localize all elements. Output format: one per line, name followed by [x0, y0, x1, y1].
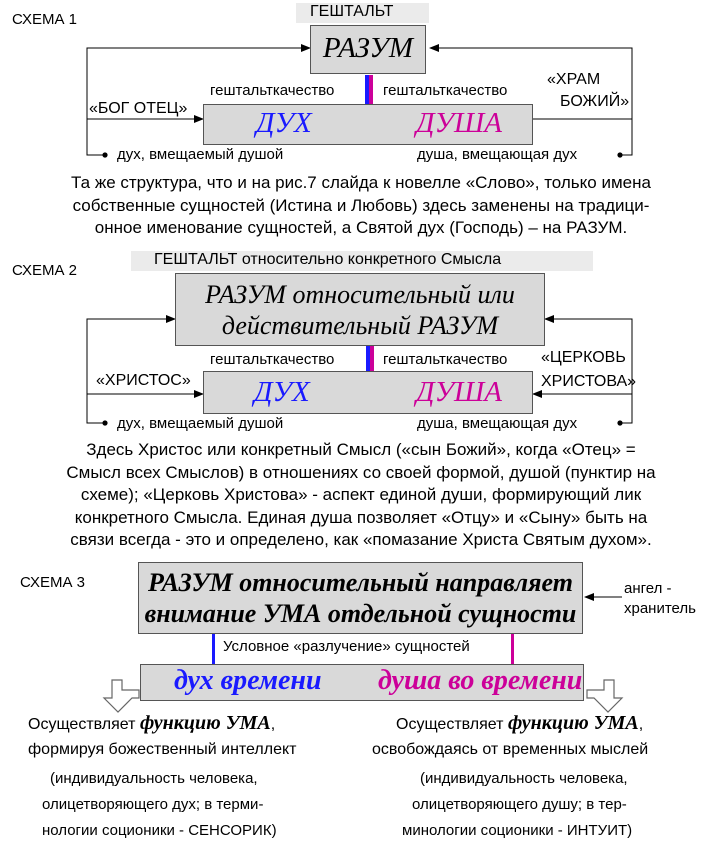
scheme2-spirit-soul-box	[203, 371, 533, 414]
scheme1-dukh-caption: дух, вмещаемый душой	[117, 146, 284, 163]
scheme1-dukh: ДУХ	[256, 107, 312, 139]
scheme2-razum-line2: действительный РАЗУМ	[221, 311, 499, 340]
scheme2-right-loop	[545, 319, 632, 423]
text2-paragraph	[0, 439, 722, 552]
scheme2-razum-box	[175, 273, 545, 346]
scheme3-left-line1	[28, 712, 275, 735]
text2-line: схеме); «Церковь Христова» - аспект единой души, формирующий лик	[80, 485, 642, 505]
scheme1-razum-box	[310, 25, 426, 74]
scheme1-razum-label: РАЗУМ	[322, 32, 414, 64]
scheme3-bar-magenta	[511, 634, 514, 664]
scheme2-christ: «ХРИСТОС»	[96, 372, 191, 389]
scheme3-right-line3: (индивидуальность человека,	[420, 770, 628, 787]
scheme3-right-line1	[396, 712, 643, 735]
scheme1-dusha-caption: душа, вмещающая дух	[417, 146, 578, 163]
scheme2-title: СХЕМА 2	[12, 262, 78, 279]
scheme3-razum-line1: РАЗУМ относительный направляет	[148, 568, 573, 597]
text1-line: собственные сущностей (Истина и Любовь) здесь заменены на традици-	[72, 195, 650, 215]
scheme3-separation: Условное «разлучение» сущностей	[223, 638, 470, 655]
scheme2-dot-left	[102, 420, 107, 425]
scheme1-title: СХЕМА 1	[12, 11, 78, 28]
scheme3-left-line1-comma: ,	[270, 716, 276, 733]
scheme3-razum-line2: внимание УМА отдельной сущности	[144, 599, 577, 628]
scheme3-left-line3: (индивидуальность человека,	[50, 770, 258, 787]
text1-line: онное именование сущностей, а Святой дух (Господь) – на РАЗУМ.	[94, 218, 628, 238]
scheme3-angel-line2: хранитель	[624, 600, 696, 617]
scheme2-razum-line1: РАЗУМ относительный или	[205, 280, 515, 309]
scheme3-right-line4: олицетворяющего душу; в тер-	[412, 796, 627, 813]
text1-paragraph	[0, 172, 722, 240]
text1-line: Та же структура, что и на рис.7 слайда к новелле «Слово», только имена	[71, 173, 651, 192]
scheme3-right-line1-comma: ,	[638, 716, 644, 733]
scheme3-bar-blue	[212, 634, 215, 664]
scheme2-gestalt-label: ГЕШТАЛЬТ относительно конкретного Смысла	[154, 251, 502, 268]
scheme3-left-line5: нологии соционики - СЕНСОРИК)	[42, 822, 277, 839]
scheme2-bar-magenta	[370, 346, 374, 371]
text2-line: Смысл всех Смыслов) в отношениях со своей формой, душой (пунктир на	[66, 462, 656, 482]
scheme2-dusha-caption: душа, вмещающая дух	[417, 415, 578, 432]
text2-line: связи всегда - это и определено, как «помазание Христа Святым духом».	[70, 530, 652, 550]
scheme1-dot-right	[617, 152, 622, 157]
scheme1-god-father: «БОГ ОТЕЦ»	[89, 100, 188, 117]
scheme2-left-loop	[87, 319, 175, 423]
scheme1-temple-line1: «ХРАМ	[547, 71, 601, 88]
scheme2-dusha: ДУША	[416, 376, 502, 408]
scheme1-spirit-soul-box	[203, 104, 533, 145]
scheme3-left-line2: формируя божественный интеллект	[28, 741, 297, 758]
scheme1-quality-left: гештальткачество	[210, 82, 335, 99]
scheme3-dukh-time: дух времени	[174, 665, 322, 696]
scheme2-dukh: ДУХ	[254, 376, 310, 408]
scheme1-dot-left	[102, 152, 107, 157]
scheme2-bar-blue	[366, 346, 370, 371]
text2-line: Здесь Христос или конкретный Смысл («сын Божий», когда «Отец» =	[86, 440, 636, 459]
scheme1-dusha: ДУША	[416, 107, 502, 139]
scheme1-temple-line2: БОЖИЙ»	[560, 93, 630, 110]
scheme1-gestalt-header	[296, 3, 429, 23]
scheme2-church-line2: ХРИСТОВА»	[541, 373, 637, 390]
scheme3-angel-line1: ангел -	[624, 580, 672, 597]
scheme2-dukh-caption: дух, вмещаемый душой	[117, 415, 284, 432]
scheme2-dot-right	[617, 420, 622, 425]
scheme1-bar-magenta	[369, 75, 373, 104]
scheme2-church-line1: «ЦЕРКОВЬ	[541, 349, 626, 366]
scheme3-dusha-time: душа во времени	[378, 665, 583, 696]
scheme3-left-line4: олицетворяющего дух; в терми-	[42, 796, 264, 813]
scheme3-razum-box	[138, 562, 583, 634]
scheme3-right-hollow-arrow	[587, 680, 622, 712]
scheme3-title: СХЕМА 3	[20, 574, 86, 591]
scheme2-quality-right: гештальткачество	[383, 351, 508, 368]
scheme3-time-box	[140, 664, 584, 701]
scheme3-left-line1-text: Осуществляет	[28, 716, 140, 733]
text2-line: конкретного Смысла. Единая душа позволяет «Отцу» и «Сыну» быть на	[74, 507, 648, 527]
scheme1-gestalt-label: ГЕШТАЛЬТ	[310, 3, 394, 20]
scheme3-right-function-um: функцию УМА	[507, 712, 639, 734]
scheme1-quality-right: гештальткачество	[383, 82, 508, 99]
scheme2-quality-left: гештальткачество	[210, 351, 335, 368]
scheme2-gestalt-header	[131, 251, 593, 271]
scheme3-right-line2: освобождаясь от временных мыслей	[372, 741, 649, 758]
scheme3-left-hollow-arrow	[104, 680, 139, 712]
scheme1-bar-blue	[365, 75, 369, 104]
scheme3-right-line5: минологии соционики - ИНТУИТ)	[402, 822, 633, 839]
scheme3-left-function-um: функцию УМА	[139, 712, 271, 734]
scheme3-right-line1-text: Осуществляет	[396, 716, 508, 733]
